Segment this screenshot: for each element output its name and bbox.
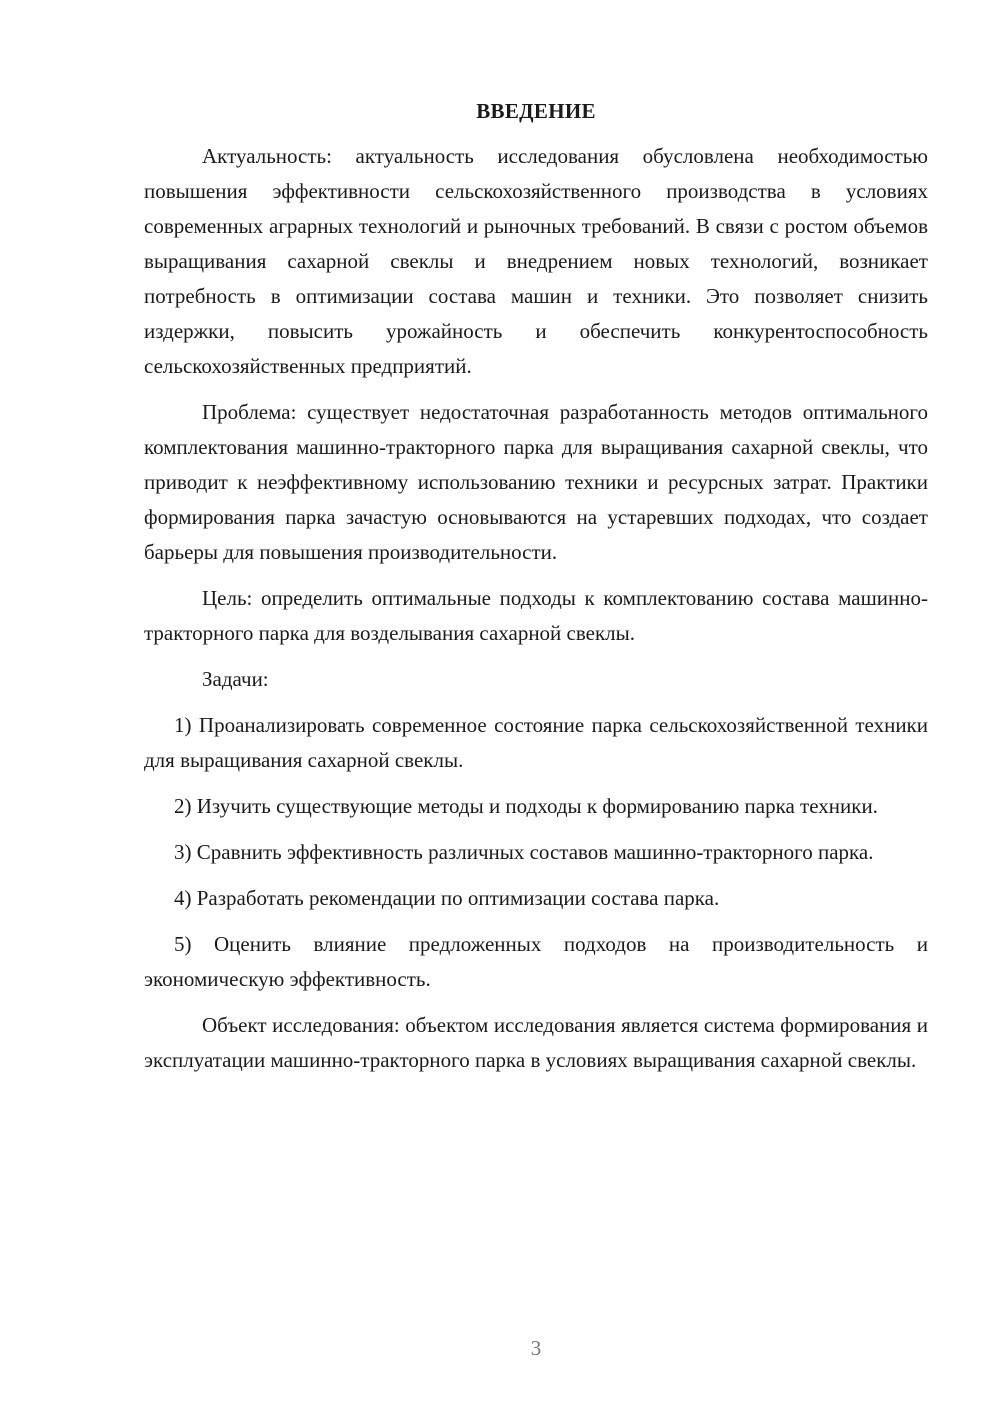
goal-paragraph: Цель: определить оптимальные подходы к комплектованию состава машинно-тракторного парка для возделывания сахарной свеклы. [144, 586, 928, 645]
tasks-label: Задачи: [202, 667, 269, 691]
document-body [144, 97, 928, 1089]
task-item: 4) Разработать рекомендации по оптимизации состава парка. [174, 886, 720, 910]
task-item: 1) Проанализировать современное состояние парка сельскохозяйственной техники для выращивания сахарной свеклы. [144, 713, 928, 772]
relevance-paragraph: Актуальность: актуальность исследования обусловлена необходимостью повышения эффективности сельскохозяйственного производства в условиях современных аграрных технологий и рыночных требований. В связи с ростом объемов выращивания сахарной свеклы и внедрением новых технологий, возникает потребность в оптимизации состава машин и техники. Это позволяет снизить издержки, повысить урожайность и обеспечить конкурентоспособность сельскохозяйственных предприятий. [144, 144, 928, 378]
task-item: 5) Оценить влияние предложенных подходов на производительность и экономическую эффективность. [144, 932, 928, 991]
problem-paragraph: Проблема: существует недостаточная разработанность методов оптимального комплектования машинно-тракторного парка для выращивания сахарной свеклы, что приводит к неэффективному использованию техники и ресурсных затрат. Практики формирования парка зачастую основываются на устаревших подходах, что создает барьеры для повышения производительности. [144, 400, 928, 564]
page-number: 3 [530, 1336, 542, 1360]
object-paragraph: Объект исследования: объектом исследования является система формирования и эксплуатации машинно-тракторного парка в условиях выращивания сахарной свеклы. [144, 1013, 928, 1072]
task-item: 3) Сравнить эффективность различных составов машинно-тракторного парка. [174, 840, 874, 864]
section-heading: ВВЕДЕНИЕ [476, 99, 596, 123]
task-item: 2) Изучить существующие методы и подходы к формированию парка техники. [174, 794, 878, 818]
